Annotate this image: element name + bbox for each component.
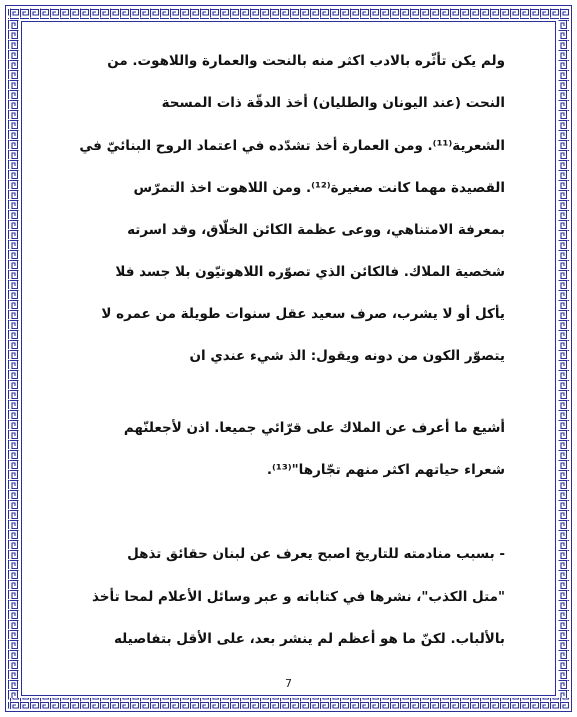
text-line-10: شعراء حياتهم اكثر منهم تجّارها"⁽¹³⁾. xyxy=(266,462,505,478)
text-line-12: "متل الكذب"، نشرها في كتاباته و عبر وسائل الأعلام لمحا تأخذ xyxy=(92,589,505,605)
text-line-3: الشعرية⁽¹¹⁾. ومن العمارة أخذ تشدّده في اعتماد الروح البنائيّ في xyxy=(79,138,505,154)
text-line-4: القصيدة مهما كانت صغيرة⁽¹²⁾. ومن اللاهوت اخذ التمرّس xyxy=(133,180,505,196)
text-line-7: يأكل أو لا يشرب، صرف سعيد عقل سنوات طويلة من عمره لا xyxy=(101,306,505,322)
text-line-9: أشيع ما أعرف عن الملاك على قرّائي جميعا. اذن لأجعلنّهم xyxy=(123,420,505,436)
text-line-2: النحت (عند اليونان والطليان) أخذ الدقّة ذات المسحة xyxy=(161,95,505,111)
text-line-5: بمعرفة الامتناهي، ووعى عظمة الكائن الخلّاق، وقد اسرته xyxy=(127,222,505,238)
text-line-6: شخصية الملاك. فالكائن الذي تصوّره اللاهوتيّون بلا جسد فلا xyxy=(115,264,505,280)
text-line-8: يتصوّر الكون من دونه ويقول: الذ شيء عندي ان xyxy=(189,348,505,364)
page-number: 7 xyxy=(285,677,292,690)
text-line-13: بالألباب. لكنّ ما هو أعظم لم ينشر بعد، على الأقل بتفاصيله xyxy=(113,631,505,647)
text-line-11: - بسبب منادمته للتاريخ اصبح يعرف عن لبنان حقائق تذهل xyxy=(127,546,505,562)
text-line-1: ولم يكن تأثّره بالادب اكثر منه بالنحت والعمارة واللاهوت. من xyxy=(107,53,505,69)
